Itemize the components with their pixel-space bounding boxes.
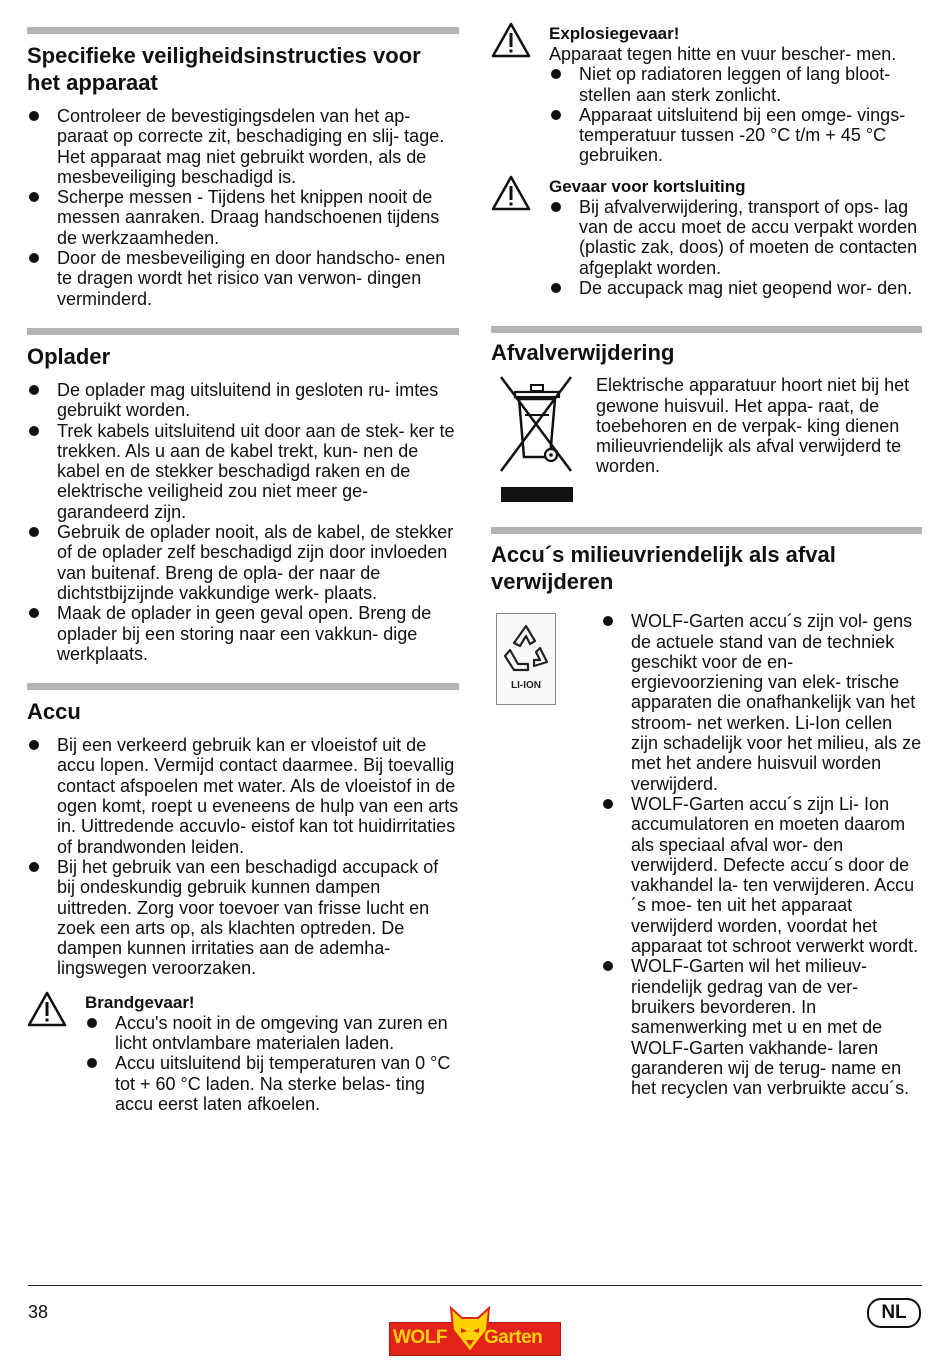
explosion-warning <box>491 24 922 166</box>
list-item: WOLF-Garten wil het milieuv- riendelijk gedrag van de ver- bruikers bevorderen. In samenwerking met u en met de WOLF-Garten vakhande- laren garanderen wij de terug- name en het recyclen van verbruikte accu´s. <box>601 956 922 1098</box>
warning-text: Apparaat tegen hitte en vuur bescher- men. <box>549 44 897 64</box>
section-title-waste: Afvalverwijdering <box>491 340 675 366</box>
waste-text: Elektrische apparatuur hoort niet bij het gewone huisvuil. Het appa- raat, de toebehoren en de verpak- king dienen milieuvriendelijk als afval verwijderd te worden. <box>596 375 910 477</box>
footer-rule <box>28 1285 922 1286</box>
section-rule <box>491 527 922 534</box>
brand-garten: Garten <box>484 1327 543 1348</box>
list-item: Accu's nooit in de omgeving van zuren en licht ontvlambare materialen laden. <box>85 1013 459 1054</box>
battery-disposal-block <box>491 611 922 1098</box>
list-item: Gebruik de oplader nooit, als de kabel, de stekker of de oplader zelf beschadigd zijn door invloeden van buitenaf. Breng de opla- der naar de dichtstbijzijnde vakkundige werk- plaats. <box>27 522 459 603</box>
section-rule <box>27 683 459 690</box>
charger-list <box>27 380 459 664</box>
list-item: De oplader mag uitsluitend in gesloten ru- imtes gebruikt worden. <box>27 380 459 421</box>
battery-list <box>27 735 459 979</box>
section-rule <box>27 328 459 335</box>
warning-list <box>549 197 922 298</box>
list-item: Maak de oplader in geen geval open. Breng de oplader bij een storing naar een vakkun- dige werkplaats. <box>27 603 459 664</box>
list-item: WOLF-Garten accu´s zijn Li- Ion accumulatoren en moeten daarom als speciaal afval wor- den verwijderd. Defecte accu´s door de vakhandel la- ten verwijderen. Accu´s moe- ten uit het apparaat verwijderd worden, voordat het apparaat tot schroot verwerkt wordt. <box>601 794 922 956</box>
short-circuit-warning <box>491 177 922 298</box>
language-badge: NL <box>867 1298 921 1328</box>
warning-title: Explosiegevaar! <box>549 24 680 43</box>
safety-list <box>27 106 459 309</box>
recycle-icon <box>502 622 550 674</box>
warning-triangle-icon <box>491 175 531 211</box>
list-item: Door de mesbeveiliging en door handscho- enen te dragen wordt het risico van verwon- dingen verminderd. <box>27 248 459 309</box>
waste-block <box>491 375 922 505</box>
list-item: Scherpe messen - Tijdens het knippen nooit de messen aanraken. Draag handschoenen tijdens de werkzaamheden. <box>27 187 459 248</box>
section-title-safety: Specifieke veiligheidsinstructies voor het apparaat <box>27 43 421 95</box>
section-rule <box>27 27 459 34</box>
list-item: Bij een verkeerd gebruik kan er vloeistof uit de accu lopen. Vermijd contact daarmee. Bij toevallig contact afspoelen met water. Als de vloeistof in de ogen komt, roept u eveneens de hulp van een arts in. Uittredende accuvlo- eistof kan tot huidirritaties of brandwonden leiden. <box>27 735 459 857</box>
list-item: Trek kabels uitsluitend uit door aan de stek- ker te trekken. Als u aan de kabel trekt, kun- nen de kabel en de stekker beschadigd raken en de elektrische veiligheid zou niet meer ge- garandeerd zijn. <box>27 421 459 522</box>
list-item: Niet op radiatoren leggen of lang bloot- stellen aan sterk zonlicht. <box>549 64 922 105</box>
brand-wolf: WOLF <box>393 1327 447 1348</box>
warning-title: Brandgevaar! <box>85 992 195 1012</box>
list-item: Apparaat uitsluitend bij een omge- vings-temperatuur tussen -20 °C t/m + 45 °C gebruiken. <box>549 105 922 166</box>
list-item: Bij afvalverwijdering, transport of ops- lag van de accu moet de accu verpakt worden (plastic zak, doos) of moeten de contacten afgeplakt worden. <box>549 197 922 278</box>
list-item: De accupack mag niet geopend wor- den. <box>549 278 922 298</box>
fire-warning <box>27 993 459 1114</box>
recycle-label: LI-ION <box>511 680 541 692</box>
warning-list <box>549 64 922 165</box>
left-column <box>27 0 459 1114</box>
section-title-battery-disposal: Accu´s milieuvriendelijk als afval verwijderen <box>491 542 836 595</box>
list-item: Controleer de bevestigingsdelen van het ap- paraat op correcte zit, beschadiging en slij- tage. Het apparaat mag niet gebruikt worden, als de mesbeveiliging beschadigd is. <box>27 106 459 187</box>
brand-logo <box>389 1304 561 1358</box>
warning-list <box>85 1013 459 1114</box>
right-column <box>491 0 922 1098</box>
warning-triangle-icon <box>491 22 531 58</box>
section-rule <box>491 326 922 333</box>
page-number: 38 <box>28 1302 49 1322</box>
warning-triangle-icon <box>27 991 67 1027</box>
section-title-battery: Accu <box>27 699 81 725</box>
recycle-badge <box>496 613 556 705</box>
list-item: Bij het gebruik van een beschadigd accupack of bij ondeskundig gebruik kunnen dampen uittreden. Zorg voor toevoer van frisse lucht en zoek een arts op, als klachten optreden. De dampen kunnen irritaties aan de ademha- lingswegen veroorzaken. <box>27 857 459 979</box>
list-item: Accu uitsluitend bij temperaturen van 0 °C tot + 60 °C laden. Na sterke belas- ting accu eerst laten afkoelen. <box>85 1053 459 1114</box>
battery-disposal-list <box>601 611 922 1098</box>
list-item: WOLF-Garten accu´s zijn vol- gens de actuele stand van de techniek geschikt voor de en- ergievoorziening van elek- trische apparaten die onafhankelijk van het stroom- net werken. Li-Ion cellen zijn schadelijk voor het milieu, als ze met het andere huisvuil worden verwijderd. <box>601 611 922 794</box>
warning-title: Gevaar voor kortsluiting <box>549 176 746 196</box>
crossed-bin-icon <box>497 375 577 505</box>
section-title-charger: Oplader <box>27 343 111 369</box>
